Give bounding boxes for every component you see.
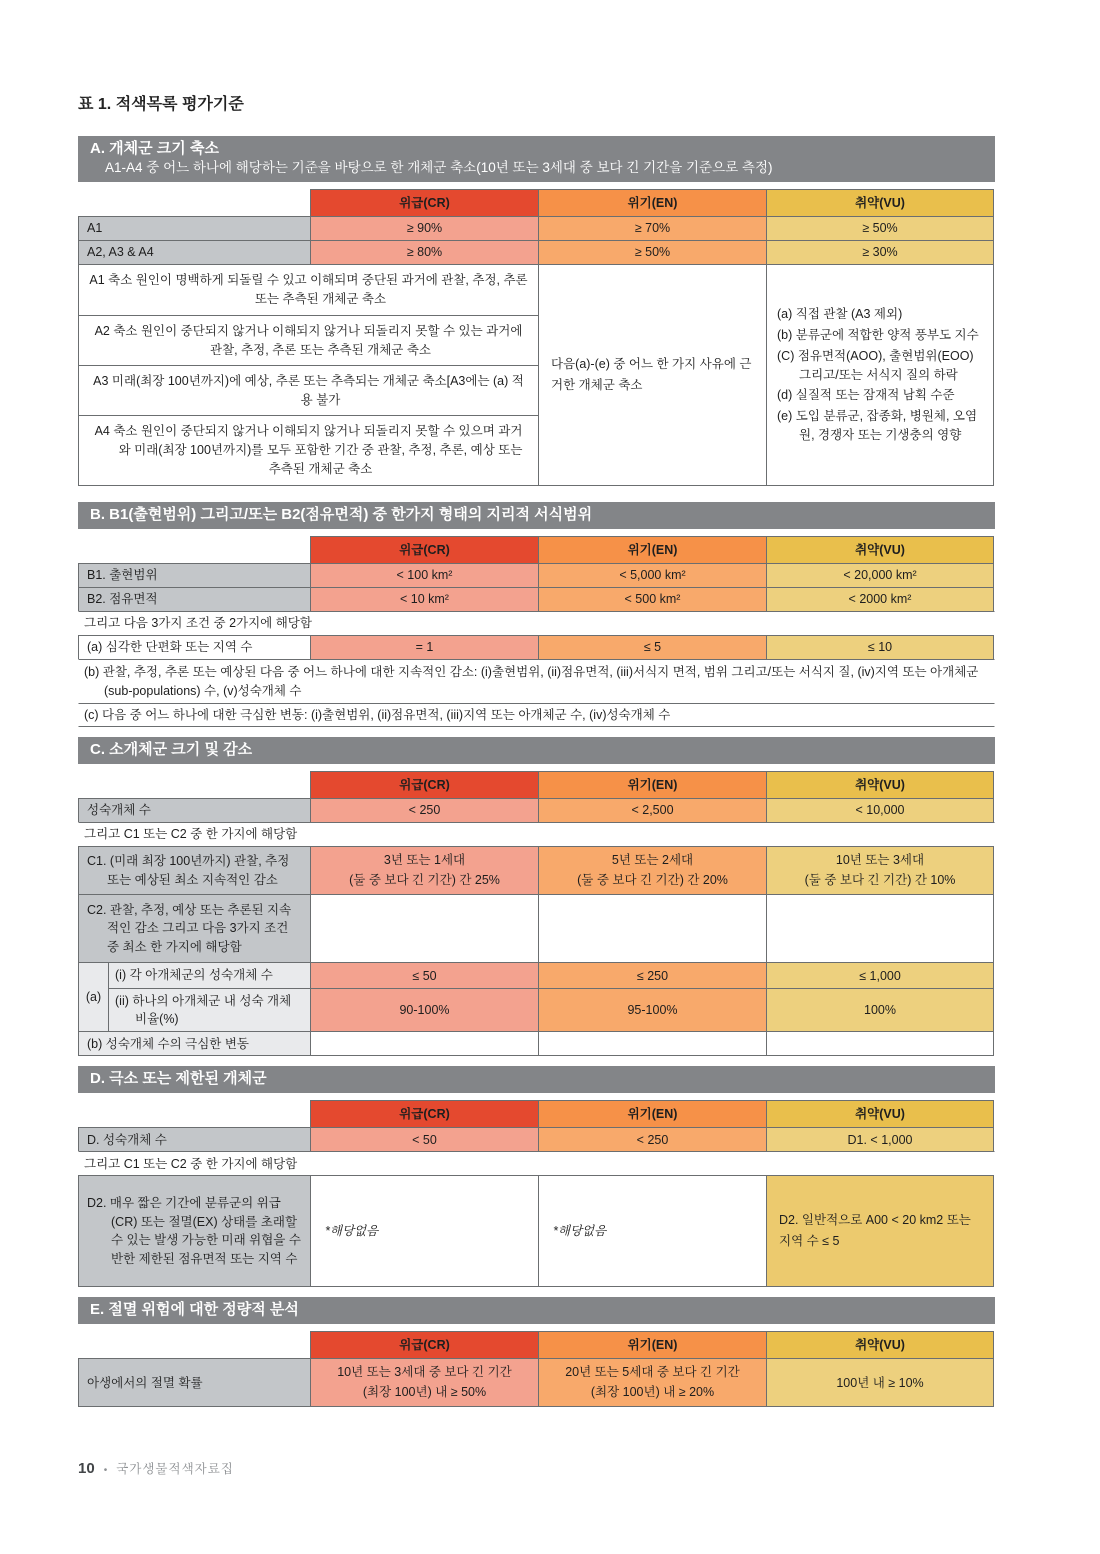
section-c-table: [78, 771, 995, 1056]
footer-bullet: •: [103, 1465, 108, 1477]
row-i-en: ≤ 250: [539, 963, 766, 988]
row-c1-cr: 3년 또는 1세대 (둘 중 보다 긴 기간) 간 25%: [310, 846, 538, 894]
section-c-title: C. 소개체군 크기 및 감소: [90, 741, 253, 758]
row-c1a-en: < 2,500: [538, 798, 766, 822]
a-basis-cell: 다음(a)-(e) 중 어느 한 가지 사유에 근거한 개체군 축소: [538, 264, 766, 486]
section-a-title: A. 개체군 크기 축소: [90, 140, 219, 157]
row-d-mature-count: [78, 1127, 995, 1151]
column-header-en: 위기(EN): [538, 1331, 766, 1358]
row-b2-label: B2. 점유면적: [78, 587, 310, 611]
row-b2-vu: < 2000 km²: [766, 587, 994, 611]
column-header-en: 위기(EN): [538, 771, 766, 798]
c-condition-row: [78, 822, 995, 846]
row-i-vu: ≤ 1,000: [767, 963, 993, 988]
row-a1: [78, 216, 995, 240]
page-content: [78, 0, 995, 1407]
row-ii-en: 95-100%: [539, 988, 766, 1031]
a1-description: A1 축소 원인이 명백하게 되돌릴 수 있고 이해되며 중단된 과거에 관찰, 추정, 추론 또는 추측된 개체군 축소: [89, 273, 528, 306]
section-e-title: E. 절멸 위험에 대한 정량적 분석: [90, 1301, 299, 1319]
section-d-header: [78, 1066, 995, 1093]
row-c1-en: 5년 또는 2세대 (둘 중 보다 긴 기간) 간 20%: [538, 846, 766, 894]
section-b-table: [78, 536, 995, 727]
column-header-vu: 취약(VU): [766, 536, 994, 563]
row-d-vu: D1. < 1,000: [766, 1127, 994, 1151]
row-b2-cr: < 10 km²: [310, 587, 538, 611]
a3-description: A3 미래(최장 100년까지)에 예상, 추론 또는 추측되는 개체군 축소[A3에는 (a) 적용 불가: [79, 365, 538, 415]
row-c2b-vu-empty: [766, 1031, 994, 1056]
b-condition-note: 그리고 다음 3가지 조건 중 2가지에 해당함: [78, 611, 995, 635]
page-number: 10: [78, 1460, 95, 1478]
section-b: [78, 502, 995, 727]
row-c2-en-empty: [538, 894, 766, 962]
row-a1-label: A1: [78, 216, 310, 240]
blank-header-cell: [78, 771, 310, 798]
row-d-cr: < 50: [310, 1127, 538, 1151]
section-c-header: [78, 737, 995, 764]
section-b-title: B. B1(출현범위) 그리고/또는 B2(점유면적) 중 한가지 형태의 지리적 서식범위: [90, 506, 593, 523]
section-e: [78, 1297, 995, 1407]
row-c2b: [78, 1031, 995, 1056]
row-d-en: < 250: [538, 1127, 766, 1151]
footer-title: 국가생물적색자료집: [116, 1462, 234, 1477]
section-e-table: [78, 1331, 995, 1407]
column-header-en: 위기(EN): [538, 189, 766, 216]
section-b-header: [78, 502, 995, 529]
a-evidence-item: (b) 분류군에 적합한 양적 풍부도 지수: [777, 328, 979, 343]
blank-header-cell: [78, 1100, 310, 1127]
row-c1a-cr: < 250: [310, 798, 538, 822]
a-evidence-item: (C) 점유면적(AOO), 출현범위(EOO) 그리고/또는 서식지 질의 하락: [777, 348, 974, 382]
row-ii-label: (ii) 하나의 아개체군 내 성숙 개체 비율(%): [109, 988, 310, 1031]
column-header-vu: 취약(VU): [766, 1100, 994, 1127]
row-ba-vu: ≤ 10: [766, 635, 994, 659]
section-a-header: [78, 136, 995, 182]
row-c-mature-count: [78, 798, 995, 822]
column-header-row: [78, 536, 995, 563]
row-c1a-vu: < 10,000: [766, 798, 994, 822]
row-c2b-en-empty: [538, 1031, 766, 1056]
row-c1-label: C1. (미래 최장 100년까지) 관찰, 추정 또는 예상된 최소 지속적인 감소: [78, 846, 310, 894]
column-header-row: [78, 189, 995, 216]
d-condition-note: 그리고 C1 또는 C2 중 한 가지에 해당함: [78, 1151, 995, 1175]
c2a-label-cell: [78, 962, 310, 1031]
column-header-vu: 취약(VU): [766, 189, 994, 216]
row-a234-label: A2, A3 & A4: [78, 240, 310, 264]
row-ii-cr: 90-100%: [311, 988, 538, 1031]
row-c2: [78, 894, 995, 962]
row-e-cr: 10년 또는 3세대 중 보다 긴 기간 (최장 100년) 내 ≥ 50%: [310, 1358, 538, 1407]
row-b2-aoo: [78, 587, 995, 611]
row-c2b-label: (b) 성숙개체 수의 극심한 변동: [78, 1031, 310, 1056]
column-header-en: 위기(EN): [538, 1100, 766, 1127]
row-a1-en: ≥ 70%: [538, 216, 766, 240]
section-a-subtitle: A1-A4 중 어느 하나에 해당하는 기준을 바탕으로 한 개체군 축소(10년 또는 3세대 중 보다 긴 기간을 기준으로 측정): [105, 160, 773, 175]
section-d-table: [78, 1100, 995, 1287]
row-b-fragmentation: [78, 635, 995, 659]
c-condition-note: 그리고 C1 또는 C2 중 한 가지에 해당함: [78, 822, 995, 846]
row-a2-a3-a4: [78, 240, 995, 264]
a-evidence-item: (d) 실질적 또는 잠재적 남획 수준: [777, 388, 955, 403]
row-ba-cr: = 1: [310, 635, 538, 659]
row-i-cr: ≤ 50: [311, 963, 538, 988]
b-note-c-row: [78, 703, 995, 727]
a4-description: A4 축소 원인이 중단되지 않거나 이해되지 않거나 되돌리지 못할 수 있으며 과거와 미래(최장 100년까지)를 모두 포함한 기간 중 관찰, 추정, 추론, 예상 또는 추측된 개체군 축소: [79, 415, 538, 485]
row-b1-label: B1. 출현범위: [78, 563, 310, 587]
row-a234-en: ≥ 50%: [538, 240, 766, 264]
c2a-vu-values: [766, 962, 994, 1031]
c2a-cr-values: [310, 962, 538, 1031]
row-c1-vu: 10년 또는 3세대 (둘 중 보다 긴 기간) 간 10%: [766, 846, 994, 894]
row-c1: [78, 846, 995, 894]
row-c2-cr-empty: [310, 894, 538, 962]
row-c2a-subrows: [78, 962, 995, 1031]
row-c2b-cr-empty: [310, 1031, 538, 1056]
c2a-marker: (a): [79, 963, 109, 1031]
section-e-header: [78, 1297, 995, 1324]
section-a: [78, 136, 995, 486]
page-footer: [78, 1459, 1100, 1477]
b-note-b-row: [78, 659, 995, 703]
row-c1a-label: 성숙개체 수: [78, 798, 310, 822]
row-e-en: 20년 또는 5세대 중 보다 긴 기간 (최장 100년) 내 ≥ 20%: [538, 1358, 766, 1407]
row-d-label: D. 성숙개체 수: [78, 1127, 310, 1151]
a-description-list: [78, 264, 538, 486]
row-a234-vu: ≥ 30%: [766, 240, 994, 264]
row-d2-cr: *해당없음: [310, 1175, 538, 1287]
row-e-extinction-probability: [78, 1358, 995, 1407]
column-header-cr: 위급(CR): [310, 189, 538, 216]
row-a234-cr: ≥ 80%: [310, 240, 538, 264]
section-d-title: D. 극소 또는 제한된 개체군: [90, 1070, 267, 1088]
row-d2-label: D2. 매우 짧은 기간에 분류군의 위급(CR) 또는 절멸(EX) 상태를 초래할 수 있는 발생 가능한 미래 위협을 수반한 제한된 점유면적 또는 지역 수: [78, 1175, 310, 1287]
column-header-cr: 위급(CR): [310, 771, 538, 798]
b-condition-row: [78, 611, 995, 635]
b-note-c: (c) 다음 중 어느 하나에 대한 극심한 변동: (i)출현범위, (ii)점유면적, (iii)지역 또는 아개체군 수, (iv)성숙개체 수: [78, 703, 995, 727]
row-b1-cr: < 100 km²: [310, 563, 538, 587]
section-d: [78, 1066, 995, 1287]
a-evidence-item: (e) 도입 분류군, 잡종화, 병원체, 오염원, 경쟁자 또는 기생충의 영향: [777, 409, 978, 442]
column-header-vu: 취약(VU): [766, 771, 994, 798]
row-c2-label: C2. 관찰, 추정, 예상 또는 추론된 지속적인 감소 그리고 다음 3가지 조건 중 최소 한 가지에 해당함: [78, 894, 310, 962]
d-condition-row: [78, 1151, 995, 1175]
row-e-vu: 100년 내 ≥ 10%: [766, 1358, 994, 1407]
b-note-b: (b) 관찰, 추정, 추론 또는 예상된 다음 중 어느 하나에 대한 지속적인 감소: (i)출현범위, (ii)점유면적, (iii)서식지 면적, 범위 그리고/또는 서식지 질, (iv)지역 또는 아개체군(sub-populations) 수, (v)성숙개체 수: [78, 659, 995, 703]
row-d2-vu: D2. 일반적으로 A00 < 20 km2 또는 지역 수 ≤ 5: [766, 1175, 994, 1287]
a-evidence-list: [766, 264, 994, 486]
c2a-en-values: [538, 962, 766, 1031]
column-header-row: [78, 1100, 995, 1127]
a-descriptions-row: [78, 264, 995, 486]
row-b1-en: < 5,000 km²: [538, 563, 766, 587]
row-b1-vu: < 20,000 km²: [766, 563, 994, 587]
blank-header-cell: [78, 536, 310, 563]
page-title: 표 1. 적색목록 평가기준: [78, 96, 244, 113]
blank-header-cell: [78, 1331, 310, 1358]
row-d2: [78, 1175, 995, 1287]
column-header-vu: 취약(VU): [766, 1331, 994, 1358]
column-header-cr: 위급(CR): [310, 1331, 538, 1358]
section-a-table: [78, 189, 995, 486]
row-e-label: 아생에서의 절멸 확률: [78, 1358, 310, 1407]
row-ba-label: (a) 심각한 단편화 또는 지역 수: [78, 635, 310, 659]
row-b1-eoo: [78, 563, 995, 587]
blank-header-cell: [78, 189, 310, 216]
section-c: [78, 737, 995, 1056]
column-header-row: [78, 1331, 995, 1358]
row-c2-vu-empty: [766, 894, 994, 962]
a2-description: A2 축소 원인이 중단되지 않거나 이해되지 않거나 되돌리지 못할 수 있는 과거에 관찰, 추정, 추론 또는 추측된 개체군 축소: [79, 315, 538, 365]
row-ba-en: ≤ 5: [538, 635, 766, 659]
row-b2-en: < 500 km²: [538, 587, 766, 611]
row-a1-vu: ≥ 50%: [766, 216, 994, 240]
a-evidence-item: (a) 직접 관찰 (A3 제외): [777, 307, 903, 322]
column-header-en: 위기(EN): [538, 536, 766, 563]
row-a1-cr: ≥ 90%: [310, 216, 538, 240]
row-i-label: (i) 각 아개체군의 성숙개체 수: [115, 968, 273, 983]
column-header-cr: 위급(CR): [310, 536, 538, 563]
row-ii-vu: 100%: [767, 988, 993, 1031]
row-d2-en: *해당없음: [538, 1175, 766, 1287]
column-header-row: [78, 771, 995, 798]
column-header-cr: 위급(CR): [310, 1100, 538, 1127]
